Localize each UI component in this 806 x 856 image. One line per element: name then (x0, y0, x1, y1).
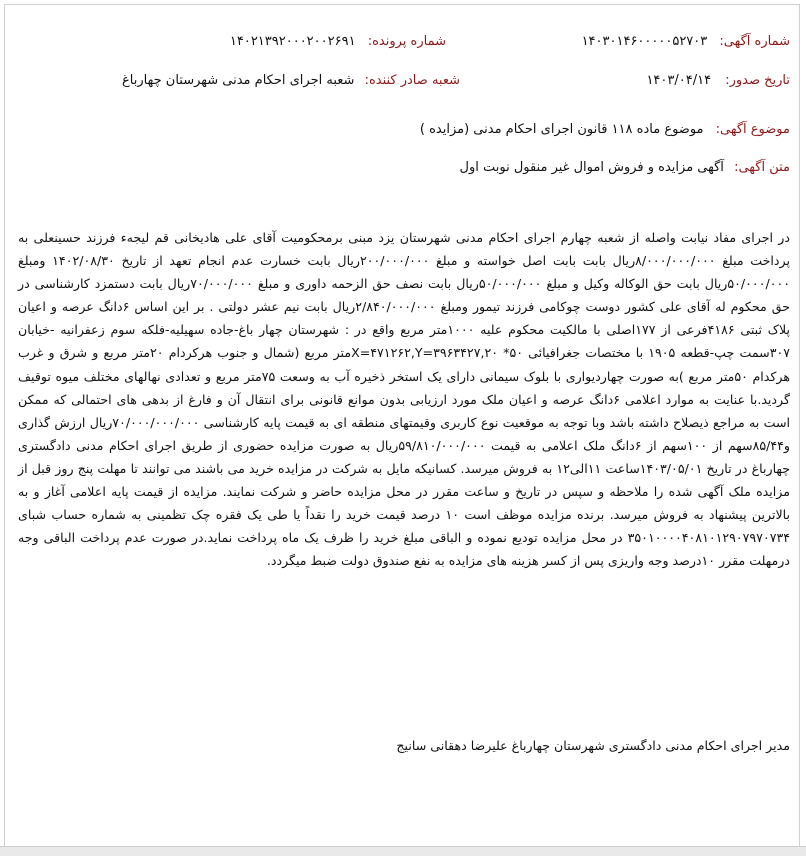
issue-date-value: ۱۴۰۳/۰۴/۱۴ (646, 73, 712, 88)
issue-date-label: تاریخ صدور: (725, 73, 790, 88)
issuer-label: شعبه صادر کننده: (364, 73, 460, 88)
subject-label: موضوع آگهی: (715, 122, 790, 137)
notice-body (18, 226, 790, 572)
notice-body-paragraph: در اجرای مفاد نیابت واصله از شعبه چهارم اجرای احکام مدنی شهرستان یزد مبنی برمحکومیت آقای علی هادیخانی قم لیجهء فرزند حسینعلی به پرداخت مبلغ ۸/۰۰۰/۰۰۰/۰۰۰ریال بابت بابت اصل خواسته و مبلغ ۲۰۰/۰۰۰/۰۰۰ریال بابت خسارت عدم انجام تعهد از تاریخ ۱۴۰۲/۰۸/۳۰ ومبلغ ۵۰/۰۰۰/۰۰۰ریال بابت حق الوکاله وکیل و مبلغ ۵۰/۰۰۰/۰۰۰ریال بابت نصف حق الزحمه داوری و مبلغ ۷۰/۰۰۰/۰۰۰ریال بابت دستمزد کارشناسی در حق محکوم له آقای علی کشور دوست چوکامی فرزند تیمور ومبلغ ۲/۸۴۰/۰۰۰/۰۰۰ریال بابت نیم عشر دولتی . بر این اساس ۶دانگ عرصه و اعیان پلاک ثبتی ۴۱۸۶فرعی از ۱۷۷اصلی با مالکیت محکوم علیه ۱۰۰۰متر مربع واقع در : شهرستان چهار باغ-جاده سهیلیه-فلکه سوم زعفرانیه -خیابان ۳۰۷سمت چپ-قطعه ۱۹۰۵ با مختصات جغرافیائی ۵۰* X=۴۷۱۲۶۲,Y=۳۹۶۳۴۲۷,۲۰متر مربع (شمال و جنوب هرکردام ۲۰متر مربع و شرق و غرب هرکدام ۵۰متر مربع )به صورت چهاردیواری با بلوک سیمانی دارای یک استخر ذخیره آب به وسعت ۷۵متر مربع و تعدادی نهالهای مختلف میوه توقیف گردید.با عنایت به موارد اعلامی ۶دانگ عرصه و اعیان ملک مورد ارزیابی بدون موانع قانونی برای انتقال آن و فارغ از بدهی های احتمالی که ممکن است به مراجع ذیصلاح داشته باشد وبا توجه به موقعیت نوع کاربری وقیمتهای منطقه ای به قیمت پایه کارشناسی ۷۰/۰۰۰/۰۰۰/۰۰۰ریال ارزش گذاری و۸۵/۴۴سهم از ۱۰۰سهم از ۶دانگ ملک اعلامی به قیمت ۵۹/۸۱۰/۰۰۰/۰۰۰ریال به صورت مزایده حضوری از طریق اجرای احکام مدنی دادگستری چهارباغ در تاریخ ۱۴۰۳/۰۵/۰۱ساعت ۱۱الی۱۲ به فروش میرسد. کسانیکه مایل به شرکت در مزایده خرید می باشند می توانند تا مهلت پنج روز قبل از مزایده ملک آگهی شده را ملاحظه و سپس در تاریخ و ساعت مقرر در محل مزایده حاضر و شرکت نمایند. مزایده از قیمت پایه اعلامی آغاز و به بالاترین پیشنهاد به فروش میرسد. برنده مزایده موظف است ۱۰ درصد قیمت خرید را نقداً یا طی یک فقره چک تظمینی به شماره حساب شبای ۳۵۰۱۰۰۰۰۴۰۸۱۰۱۲۹۰۷۹۷۰۷۳۴ در محل مزایده تودیع نموده و الباقی مبلغ خرید را ظرف یک ماه پرداخت نماید.در صورت عدم پرداخت الباقی وجه درمهلت مقرر ۱۰درصد وجه واریزی پس از کسر هزینه های مزایده به نفع صندوق دولت ضبط میگردد. (18, 230, 791, 569)
case-number-row (230, 34, 446, 49)
notice-number-row (582, 34, 790, 49)
subject-value: موضوع ماده ۱۱۸ قانون اجرای احکام مدنی (مزایده ) (419, 122, 704, 137)
notice-number-label: شماره آگهی: (719, 34, 790, 49)
text-title-row (460, 160, 791, 175)
case-number-value: ۱۴۰۲۱۳۹۲۰۰۰۲۰۰۲۶۹۱ (229, 34, 356, 49)
text-label: متن آگهی: (734, 160, 790, 175)
case-number-label: شماره پرونده: (367, 34, 446, 49)
issuer-row (122, 73, 460, 88)
subject-row (420, 122, 790, 137)
issue-date-row (646, 73, 790, 88)
signature-line: مدیر اجرای احکام مدنی دادگستری شهرستان چهارباغ علیرضا دهقانی سانیج (396, 738, 790, 753)
notice-number-value: ۱۴۰۳۰۱۴۶۰۰۰۰۰۵۲۷۰۳ (581, 34, 708, 49)
text-title: آگهی مزایده و فروش اموال غیر منقول نوبت اول (459, 160, 724, 175)
issuer-value: شعبه اجرای احکام مدنی شهرستان چهارباغ (122, 73, 355, 88)
